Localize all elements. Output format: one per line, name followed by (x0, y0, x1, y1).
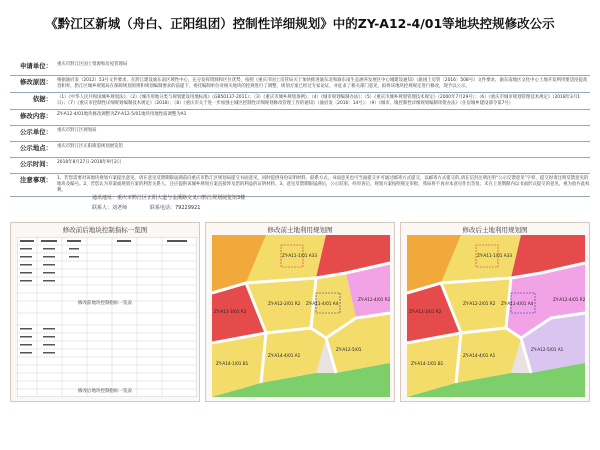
label-a14-1: ZY-A14-1/01 B1 (216, 361, 249, 366)
notice-divider (10, 75, 590, 76)
contact-person: 联系人：刘老师 (92, 205, 128, 211)
label-a11-4-after: ZY-A11-4/01 A4 (501, 301, 534, 306)
notice-divider (10, 92, 590, 93)
notice-row-value: 根据渝府发（2012）53号文件要求，在黔江建设渝东南区域性中心，充分发挥资源和区位优势，按照《重庆市国土房管局关于加快推进渝东北和渝东南生态涵养发展区中心城建设通知》（渝国土房管〔2016〕508号）文件要求，渝东南地区文化中心土地开发利用要适度提高容积率，黔江区城乡规划局在保障规划原则和规划编制要求的前提下，委托编制单位对相关地块的控规进行了调整，规划方案已经过专家论证，并征求了相关部门意见，拟将该地块控规规定进行修改，现予以公示。 (57, 78, 588, 90)
notice-row-label: 公示单位： (20, 127, 52, 136)
label-a11-4: ZY-A11-4/01 A4 (306, 301, 339, 306)
page-title: 《黔江区新城（舟白、正阳组团）控制性详细规划》中的ZY-A12-4/01等地块控规修改公示 (45, 16, 555, 31)
notice-row-value: 重庆市黔江区国土资源和房屋管理局 (57, 62, 128, 67)
notice-row-label: 依据： (32, 94, 52, 103)
contact-phone: 联系电话：79229921 (150, 205, 201, 211)
notice-row-value: ZY-A12-4/01地块修改调整为ZY-A12-5/01地块用地性质调整为A1 (57, 111, 187, 117)
indicator-panel (10, 222, 200, 402)
map-after (401, 223, 591, 403)
map-after-title: 修改后土地利用规划图 (462, 226, 528, 234)
notice-row-label: 注意事项： (20, 175, 52, 184)
indicator-panel-title: 修改前后地块控制指标一览图 (62, 226, 148, 234)
notice-row-value: 重庆市黔江区规划局 (57, 127, 97, 133)
contact-address: 通讯地址：重庆市黔江区正阳大道与金溪路交叉口黔江规划展览馆3楼 (92, 195, 246, 201)
notice-body (10, 62, 590, 199)
notice-row (10, 95, 590, 108)
map-before-panel (205, 222, 395, 402)
notice-row (10, 78, 590, 91)
label-a14-4: ZY-A14-4/01 A1 (268, 353, 301, 358)
notice-divider (10, 173, 590, 174)
notice-divider (10, 157, 590, 158)
notice-row-label: 公示时间： (20, 159, 52, 168)
notice-row (10, 128, 590, 140)
table-caption-after: 修改后地块控制指标一览表 (78, 389, 132, 394)
label-a33: ZY-A11-1/01 A33 (282, 253, 317, 258)
table-caption-before: 修改前地块控制指标一览表 (78, 301, 132, 306)
label-a12-5-after: ZY-A12-5/01 A1 (531, 347, 564, 352)
label-a12-2: ZY-A12-2/01 R2 (268, 301, 301, 306)
notice-row (10, 62, 590, 74)
notice-row-label: 公示地点： (20, 143, 52, 152)
notice-row-value: 重庆市黔江区正阳街道规划展览馆 (57, 143, 123, 149)
notice-row-label: 修改原因： (20, 78, 52, 86)
notice-divider (10, 125, 590, 126)
notice-row (10, 176, 590, 195)
label-a12-4-after: ZY-A12-4/01 R2 (553, 297, 586, 302)
notice-row-label: 修改内容： (20, 111, 52, 120)
notice-divider (10, 141, 590, 142)
notice-row-label: 申请单位： (20, 62, 52, 70)
notice-row (10, 144, 590, 156)
notice-row (10, 112, 590, 124)
notice-row (10, 160, 590, 172)
map-before-title: 修改前土地利用规划图 (267, 226, 333, 234)
map-before (206, 223, 396, 403)
label-a12-5: ZY-A12-5/01 (336, 347, 362, 352)
indicator-table (17, 237, 197, 397)
notice-row-value: （1）《中华人民共和国城乡规划法》；（2）《城市用地分类与规划建设用地标准》（GB50137-2011）；（3）《重庆市城乡规划条例》；（4）《城市规划编制办法》；（5）《重庆市城乡规划管理技术规定》（2000年7月29号）；（6）《重庆市城市规划管理技术规定》（2018年3月1日）；（7）《重庆市控制性详细规划编制技术规定》（2018）；（8）《重庆市关于进一步加强主城区控制性详细规划修改管理工作的通知》（渝府发〔2016〕14号）；（9）《城市、镇控制性详细规划编制审批办法》（住房城乡建设部令第7号） (57, 94, 581, 107)
notice-row-value: 1、若您需要对该地块规划方案提出意见，请在意见反馈期限届满前向重庆市黔江区规划局提交书面意见，同时提供身份证明材料、联系方式，书面意见也可当面提交并可通过邮寄方式提交，以邮寄方式提交的,请在信封注明注明“公示反馈意见”字样，提交时请注明反馈意见的地块及编号。2、若您认为草案或规划方案的利害关系人，还应提供该城乡规划方案直接涉及您的利益的证明材料。3、意见反馈期限届满后，公示结束，经审查后，规划方案按照规定审批，我局将不再对本意见作出答复；未在上述期限内以书面形式提交的意见，视为放弃此权利。 (57, 175, 590, 194)
label-a12-2-after: ZY-A12-2/01 R2 (463, 301, 496, 306)
notice-divider (10, 109, 590, 110)
label-a11-3: ZY-A11-3/01 R2 (214, 309, 247, 314)
label-a33-after: ZY-A11-1/01 A33 (477, 253, 512, 258)
indicator-table-grid (17, 237, 197, 397)
notice-row-value: 2018年8月27日-2018年9月2日 (57, 159, 122, 165)
label-a14-1-after: ZY-A14-1/01 B1 (411, 361, 444, 366)
label-a14-4-after: ZY-A14-4/01 A1 (463, 353, 496, 358)
label-a11-3-after: ZY-A11-3/01 R2 (409, 309, 442, 314)
label-a12-4: ZY-A12-4/01 R2 (358, 297, 391, 302)
map-after-panel (400, 222, 590, 402)
